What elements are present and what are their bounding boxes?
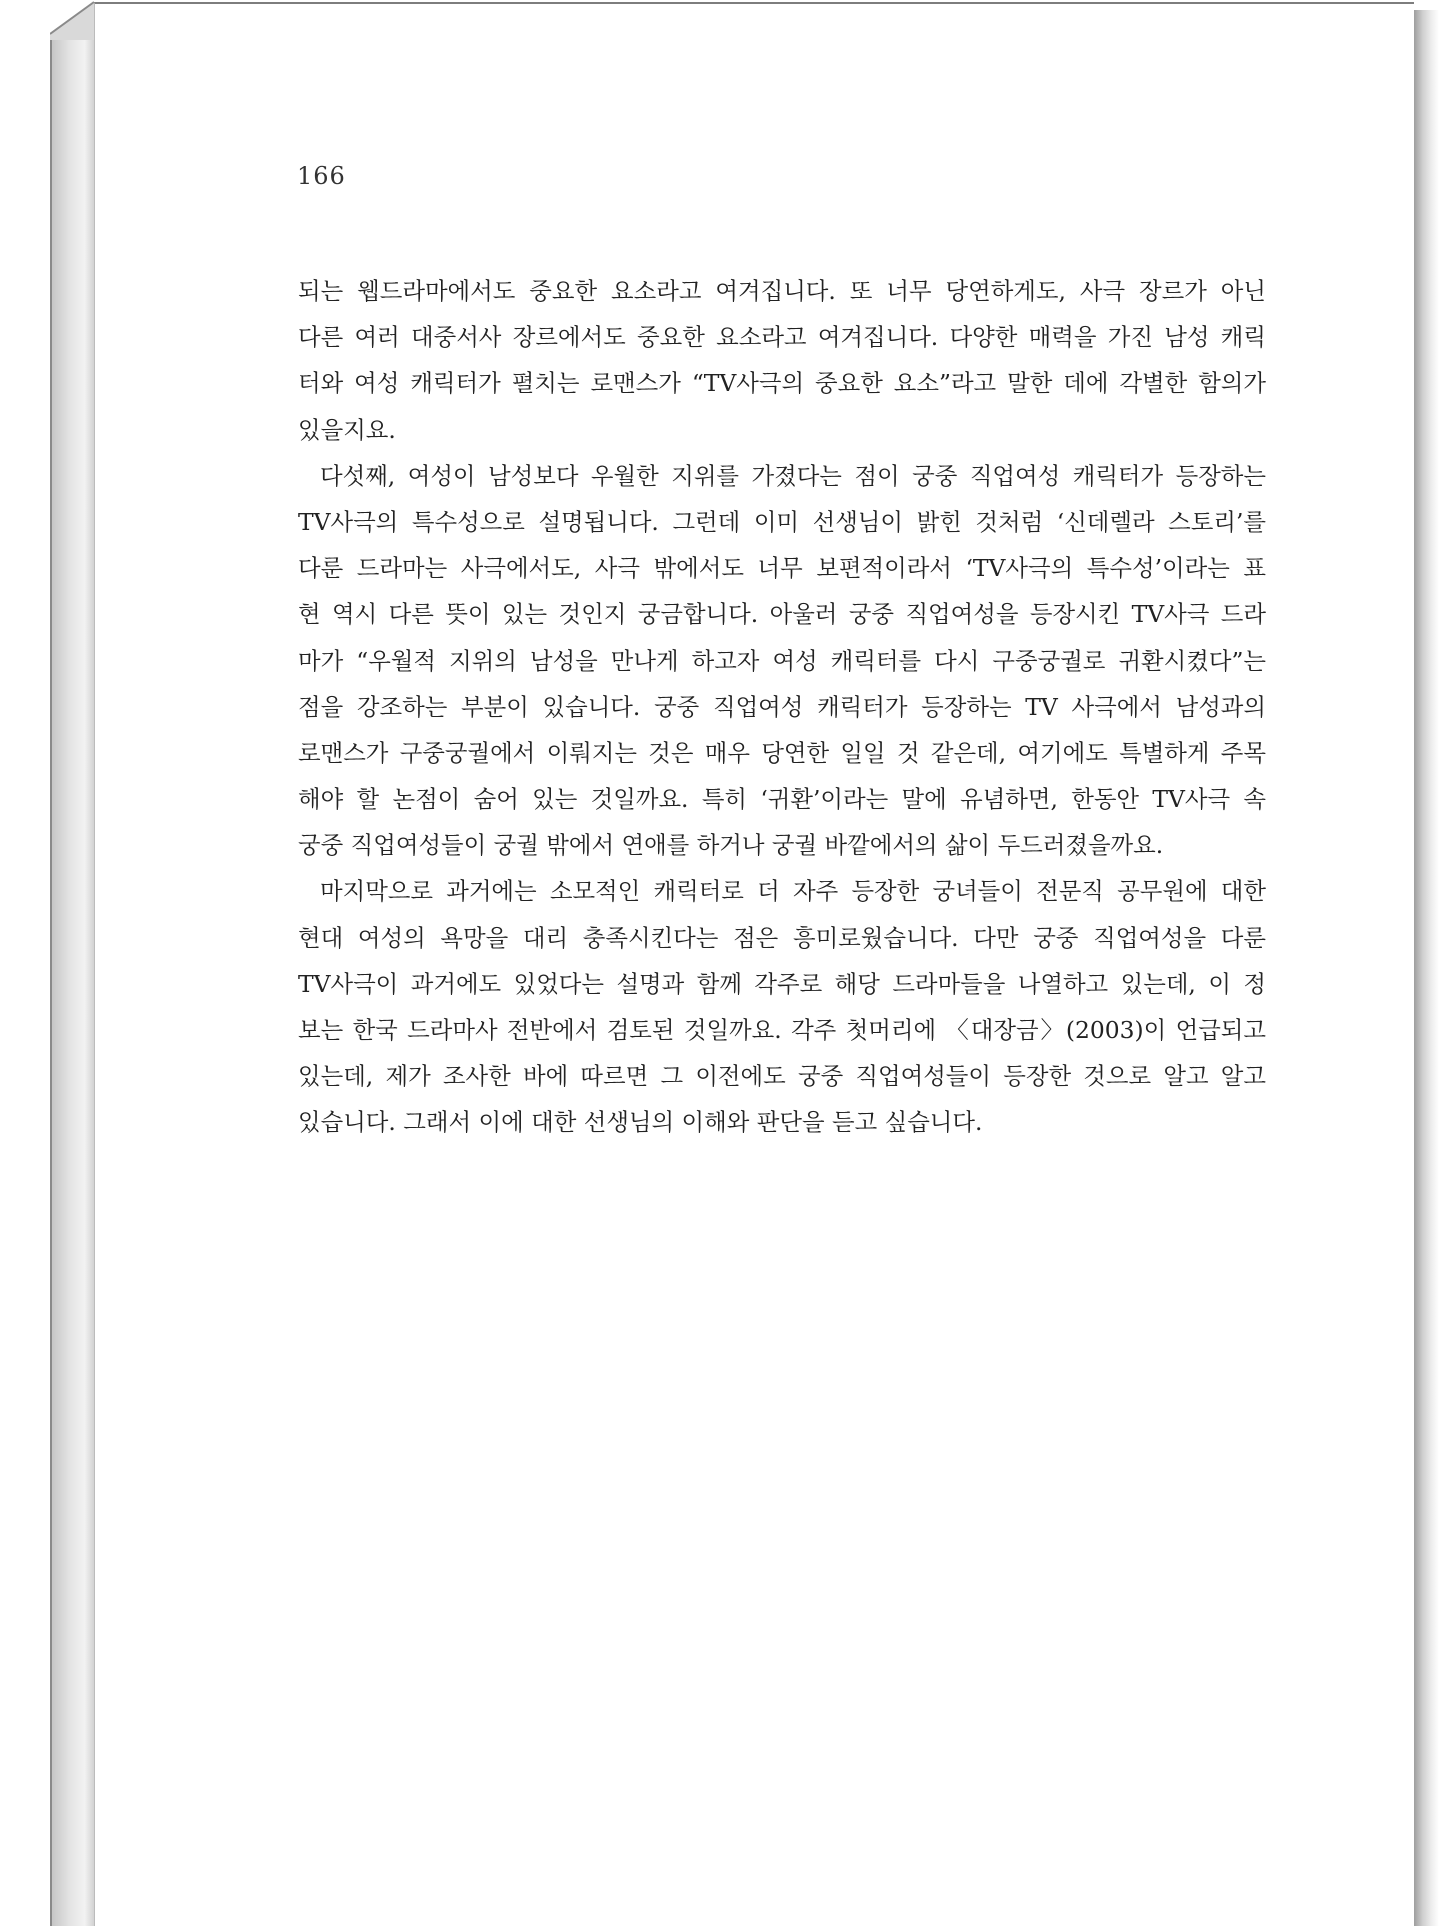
text-line: 터와 여성 캐릭터가 펼치는 로맨스가 “TV사극의 중요한 요소”라고 말한 데에 각별한 함의가 xyxy=(298,369,1266,398)
text-line: 마지막으로 과거에는 소모적인 캐릭터로 더 자주 등장한 궁녀들이 전문직 공무원에 대한 xyxy=(320,877,1266,906)
body-text xyxy=(298,268,1266,1146)
text-line: 다룬 드라마는 사극에서도, 사극 밖에서도 너무 보편적이라서 ‘TV사극의 특수성’이라는 표 xyxy=(298,554,1266,583)
text-line: TV사극이 과거에도 있었다는 설명과 함께 각주로 해당 드라마들을 나열하고 있는데, 이 정 xyxy=(298,969,1266,998)
text-line: 점을 강조하는 부분이 있습니다. 궁중 직업여성 캐릭터가 등장하는 TV 사극에서 남성과의 xyxy=(298,692,1266,721)
text-line: 해야 할 논점이 숨어 있는 것일까요. 특히 ‘귀환’이라는 말에 유념하면, 한동안 TV사극 속 xyxy=(298,785,1266,814)
text-line: TV사극의 특수성으로 설명됩니다. 그런데 이미 선생님이 밝힌 것처럼 ‘신데렐라 스토리’를 xyxy=(298,507,1266,536)
text-line: 다섯째, 여성이 남성보다 우월한 지위를 가졌다는 점이 궁중 직업여성 캐릭터가 등장하는 xyxy=(320,461,1266,490)
page-shadow xyxy=(1414,10,1439,1926)
text-line: 다른 여러 대중서사 장르에서도 중요한 요소라고 여겨집니다. 다양한 매력을 가진 남성 캐릭 xyxy=(298,323,1266,352)
text-line: 궁중 직업여성들이 궁궐 밖에서 연애를 하거나 궁궐 바깥에서의 삶이 두드러졌을까요. xyxy=(298,831,1164,860)
text-line: 현대 여성의 욕망을 대리 충족시킨다는 점은 흥미로웠습니다. 다만 궁중 직업여성을 다룬 xyxy=(298,923,1266,952)
page-number: 166 xyxy=(297,162,346,190)
text-line: 로맨스가 구중궁궐에서 이뤄지는 것은 매우 당연한 일일 것 같은데, 여기에도 특별하게 주목 xyxy=(298,738,1266,767)
text-line: 있습니다. 그래서 이에 대한 선생님의 이해와 판단을 듣고 싶습니다. xyxy=(298,1108,983,1137)
text-line: 보는 한국 드라마사 전반에서 검토된 것일까요. 각주 첫머리에 〈대장금〉(2003)이 언급되고 xyxy=(298,1016,1266,1044)
text-line: 현 역시 다른 뜻이 있는 것인지 궁금합니다. 아울러 궁중 직업여성을 등장시킨 TV사극 드라 xyxy=(298,600,1266,629)
text-line: 있는데, 제가 조사한 바에 따르면 그 이전에도 궁중 직업여성들이 등장한 것으로 알고 알고 xyxy=(298,1062,1266,1091)
page-edge-top xyxy=(50,0,96,40)
page-edge xyxy=(50,34,94,1926)
text-line: 마가 “우월적 지위의 남성을 만나게 하고자 여성 캐릭터를 다시 구중궁궐로 귀환시켰다”는 xyxy=(298,646,1266,675)
text-line: 있을지요. xyxy=(298,415,396,444)
text-line: 되는 웹드라마에서도 중요한 요소라고 여겨집니다. 또 너무 당연하게도, 사극 장르가 아닌 xyxy=(298,277,1266,305)
